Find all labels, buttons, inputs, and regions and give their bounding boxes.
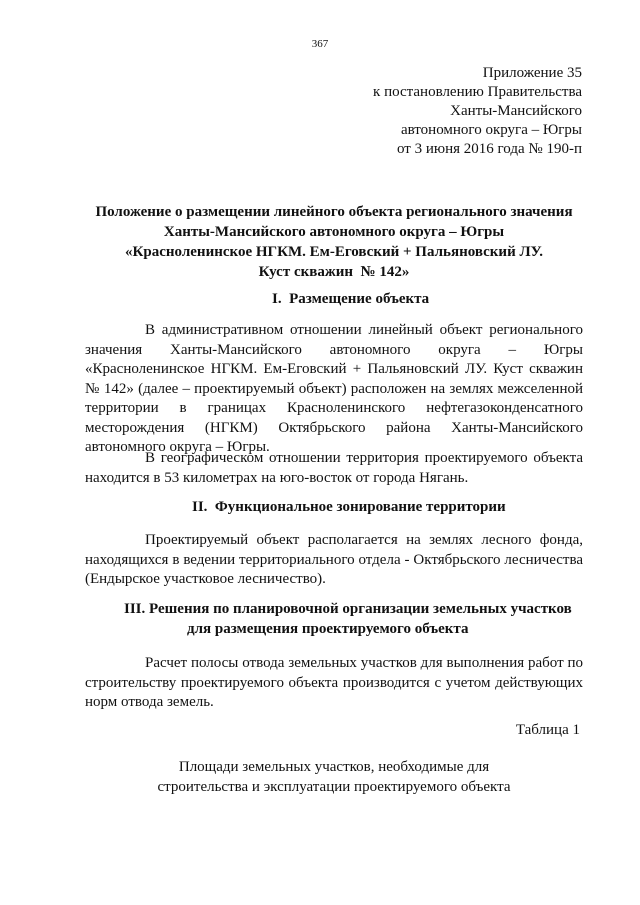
- title-line: Куст скважин № 142»: [258, 264, 410, 280]
- appendix-line: от 3 июня 2016 года № 190-п: [397, 141, 582, 157]
- paragraph-text: В географическом отношении территория проектируемого объекта находится в 53 километрах на юго-восток от города Нягань.: [85, 450, 583, 486]
- appendix-reference: [373, 64, 582, 159]
- section-3-heading: [124, 599, 572, 639]
- caption-line: Площади земельных участков, необходимые для: [178, 759, 490, 775]
- heading-line: для размещения проектируемого объекта: [187, 621, 469, 637]
- title-line: «Красноленинское НГКМ. Ем-Еговский + Пальяновский ЛУ.: [125, 244, 543, 260]
- section-2-heading: II. Функциональное зонирование территории: [192, 499, 506, 515]
- appendix-line: Ханты-Мансийского: [450, 103, 582, 119]
- heading-line: III. Решения по планировочной организации земельных участков: [124, 601, 572, 617]
- table-label: Таблица 1: [515, 722, 580, 738]
- appendix-line: к постановлению Правительства: [373, 84, 582, 100]
- section-1-paragraph-1: [85, 321, 583, 458]
- section-3-paragraph: [85, 654, 583, 713]
- appendix-line: Приложение 35: [482, 65, 582, 81]
- section-2-paragraph: [85, 531, 583, 590]
- document-title: [80, 202, 588, 282]
- title-line: Положение о размещении линейного объекта регионального значения: [95, 204, 573, 220]
- caption-line: строительства и эксплуатации проектируемого объекта: [157, 779, 511, 795]
- paragraph-text: Расчет полосы отвода земельных участков для выполнения работ по строительству проектируемого объекта производится с учетом действующих норм отвода земель.: [85, 655, 583, 710]
- page-number: 367: [311, 38, 329, 50]
- section-1-paragraph-2: [85, 449, 583, 488]
- title-line: Ханты-Мансийского автономного округа – Югры: [163, 224, 505, 240]
- table-caption: [120, 757, 548, 797]
- appendix-line: автономного округа – Югры: [400, 122, 582, 138]
- paragraph-text: В административном отношении линейный объект регионального значения Ханты-Мансийского автономного округа – Югры «Красноленинское НГКМ. Ем-Еговский + Пальяновский ЛУ. Куст скважин № 142» (далее – проектируемый объект) расположен на землях межселенной территории в границах Красноленинского нефтегазоконденсатного месторождения (НГКМ) Октябрьского района Ханты-Мансийского автономного округа – Югры.: [85, 322, 583, 455]
- paragraph-text: Проектируемый объект располагается на землях лесного фонда, находящихся в ведении территориального отдела - Октябрьского лесничества (Ендырское участковое лесничество).: [85, 532, 583, 587]
- section-1-heading: I. Размещение объекта: [272, 291, 430, 307]
